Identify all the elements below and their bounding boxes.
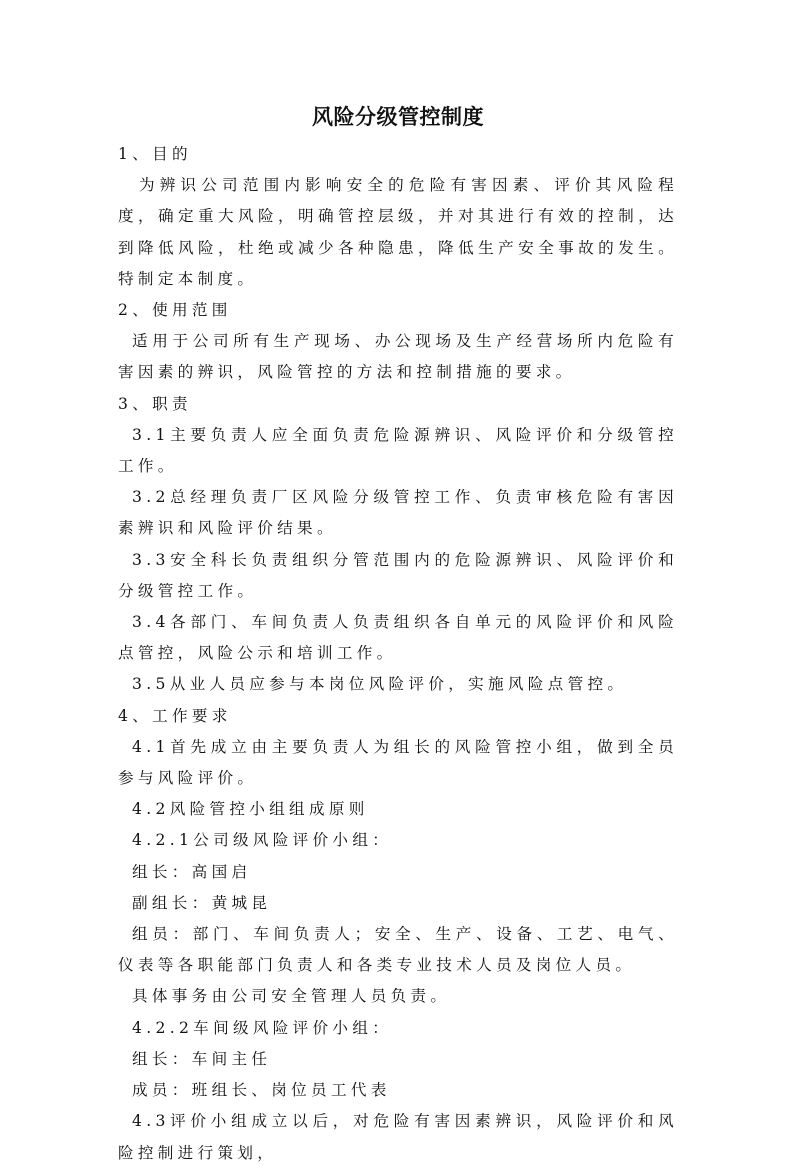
section-heading: 1、目的	[118, 145, 192, 163]
document-title: 风险分级管控制度	[312, 105, 484, 129]
paragraph: 适用于公司所有生产现场、办公现场及生产经营场所内危险有害因素的辨识，风险管控的方法和控制措施的要求。	[118, 332, 678, 382]
document-body	[118, 139, 678, 1169]
paragraph: 组长：车间主任	[132, 1049, 272, 1068]
paragraph: 为辨识公司范围内影响安全的危险有害因素、评价其风险程度，确定重大风险，明确管控层级，并对其进行有效的控制，达到降低风险，杜绝或减少各种隐患，降低生产安全事故的发生。特制定本制度。	[118, 176, 678, 288]
paragraph: 组长：高国启	[132, 862, 252, 881]
paragraph: 3.1主要负责人应全面负责危险源辨识、风险评价和分级管控工作。	[118, 425, 678, 476]
section-heading: 2、使用范围	[118, 301, 232, 320]
paragraph: 4.2风险管控小组组成原则	[132, 800, 369, 819]
paragraph: 4.1首先成立由主要负责人为组长的风险管控小组，做到全员参与风险评价。	[118, 737, 678, 788]
paragraph: 具体事务由公司安全管理人员负责。	[132, 987, 451, 1006]
paragraph: 3.3安全科长负责组织分管范围内的危险源辨识、风险评价和分级管控工作。	[118, 550, 678, 600]
paragraph: 4.2.1公司级风险评价小组：	[132, 831, 393, 850]
paragraph: 3.2总经理负责厂区风险分级管控工作、负责审核危险有害因素辨识和风险评价结果。	[118, 488, 678, 538]
paragraph: 4.2.2车间级风险评价小组：	[132, 1018, 393, 1037]
paragraph: 副组长：黄城昆	[132, 893, 272, 912]
paragraph: 4.3评价小组成立以后，对危险有害因素辨识，风险评价和风险控制进行策划，	[118, 1112, 678, 1162]
section-heading: 4、工作要求	[118, 706, 232, 725]
document-page	[118, 100, 678, 1169]
paragraph: 3.4各部门、车间负责人负责组织各自单元的风险评价和风险点管控，风险公示和培训工作。	[118, 613, 678, 663]
paragraph: 成员：班组长、岗位员工代表	[132, 1081, 391, 1100]
section-heading: 3、职责	[118, 394, 192, 413]
paragraph: 组员：部门、车间负责人；安全、生产、设备、工艺、电气、仪表等各职能部门负责人和各类专业技术人员及岗位人员。	[118, 925, 678, 975]
paragraph: 3.5从业人员应参与本岗位风险评价，实施风险点管控。	[132, 675, 628, 694]
